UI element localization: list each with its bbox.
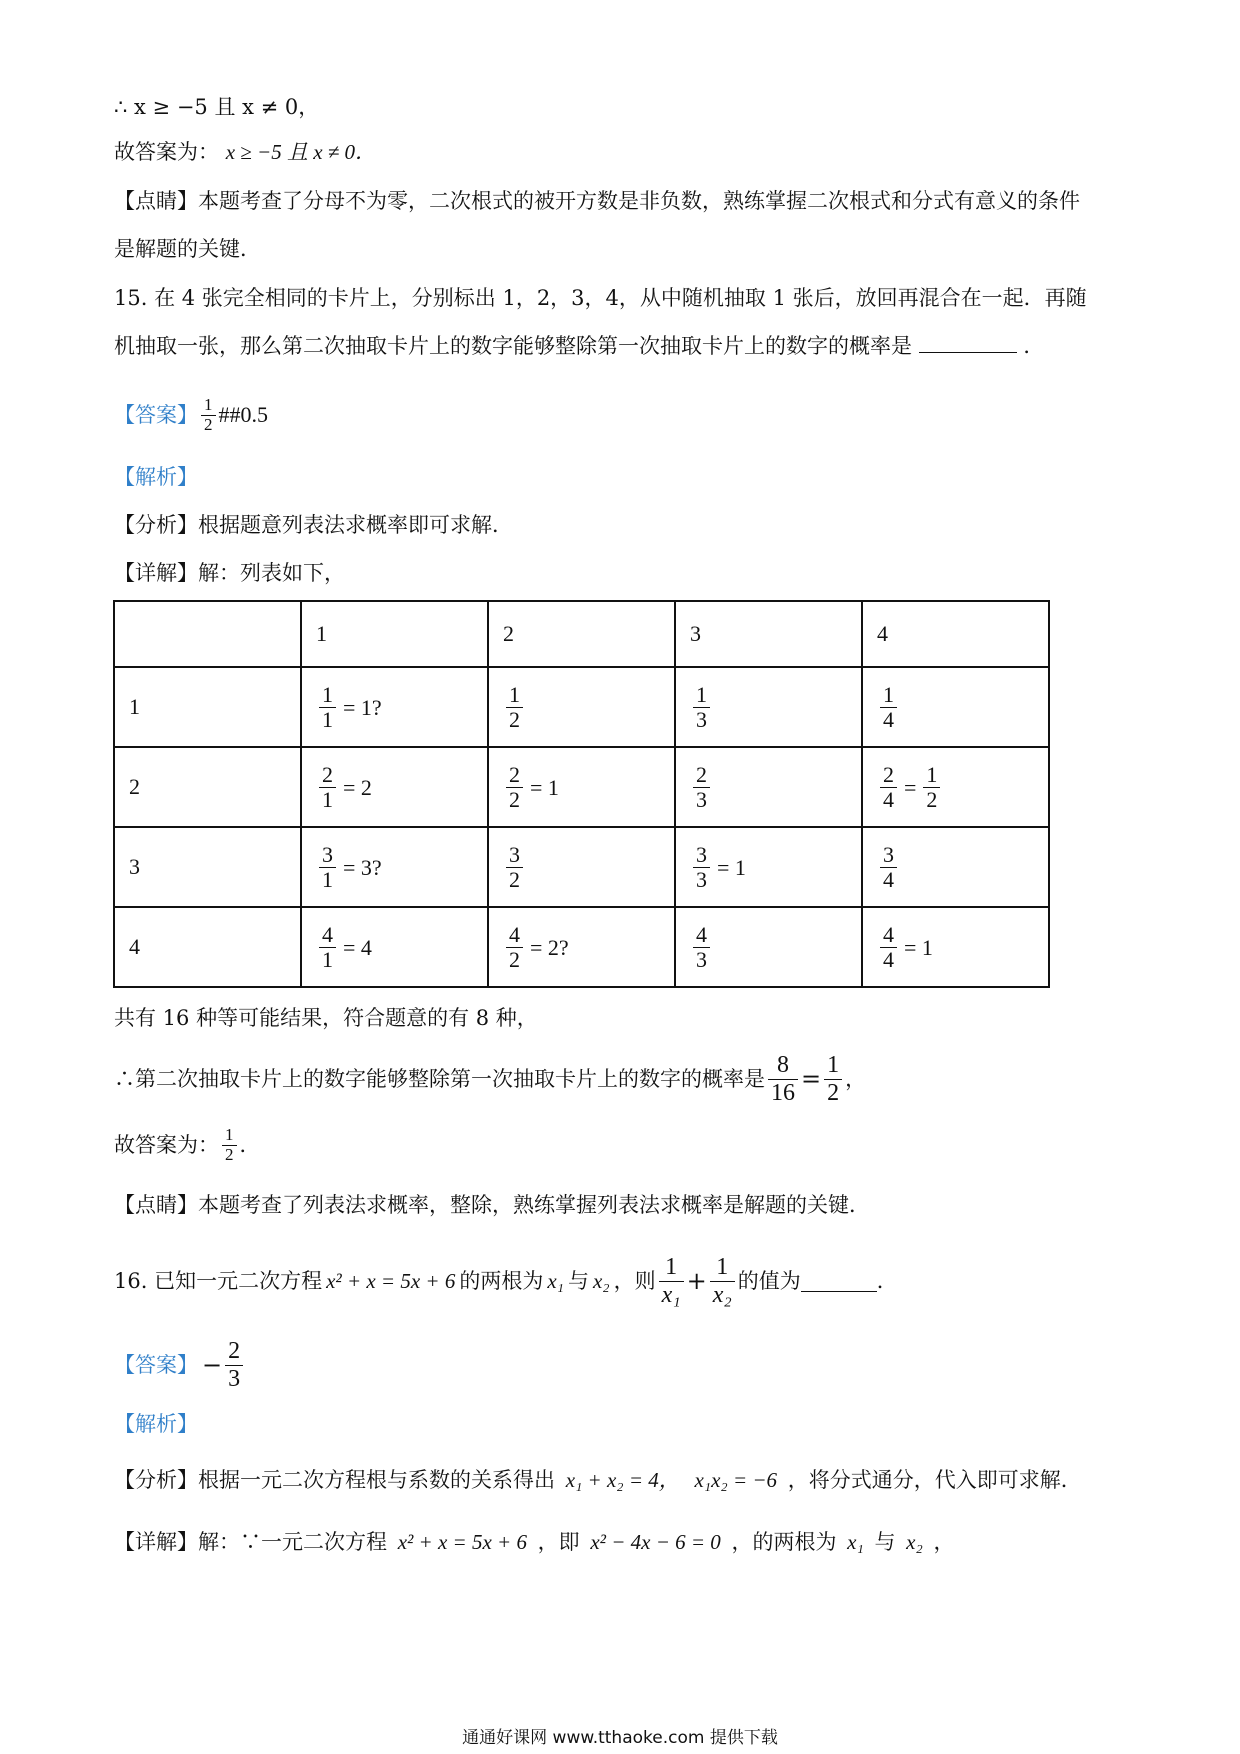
cell-result: = 2?: [530, 934, 569, 960]
question-16: [114, 1248, 898, 1314]
analysis-tag: 【解析】: [114, 465, 198, 489]
conclusion-line: ∴ x ≥ −5 且 x ≠ 0，: [114, 95, 320, 119]
table-cell: [862, 907, 1049, 987]
header-cell: 4: [862, 601, 1049, 667]
table-cell: [301, 747, 488, 827]
table-cell: [862, 747, 1049, 827]
header-cell: [114, 601, 301, 667]
detail-15: 【详解】解：列表如下，: [114, 561, 345, 585]
product-of-roots: x₁x₂ = −6: [694, 1468, 778, 1492]
cell-fraction: [506, 763, 523, 812]
cell-result: = 1: [530, 774, 559, 800]
sum-of-roots: x₁ + x₂ = 4，: [565, 1468, 680, 1492]
fraction-denominator: 2: [204, 414, 213, 434]
answer-fraction: [222, 1126, 237, 1164]
table-cell: [862, 827, 1049, 907]
fraction-numerator: 1: [693, 683, 710, 708]
analysis-16: [114, 1465, 1082, 1495]
cell-fraction: [506, 923, 523, 972]
cell-content: [503, 683, 526, 732]
question-16-text: ，则: [613, 1269, 656, 1293]
fraction-numerator: 3: [693, 843, 710, 868]
standard-form-equation: x² − 4x − 6 = 0: [590, 1530, 721, 1554]
fraction-numerator: 2: [225, 1338, 243, 1365]
cell-fraction: [693, 923, 710, 972]
conjunction: 与: [874, 1530, 896, 1554]
analysis-text: ，将分式通分，代入即可求解．: [787, 1468, 1082, 1492]
cell-fraction: [506, 843, 523, 892]
plus-sign: +: [686, 1267, 707, 1295]
fraction-denominator: 3: [696, 867, 707, 892]
answer-fraction: [225, 1338, 243, 1392]
fraction-numerator: 3: [506, 843, 523, 868]
summary-line-1: 【点睛】本题考查了分母不为零，二次根式的被开方数是非负数，熟练掌握二次根式和分式有意义的条件: [114, 189, 1080, 213]
fraction-denominator: x₂: [712, 1281, 732, 1308]
fraction-denominator: 16: [771, 1079, 795, 1106]
analysis-text: 【分析】根据一元二次方程根与系数的关系得出: [114, 1468, 555, 1492]
fraction-denominator: 4: [883, 787, 894, 812]
punctuation: ．: [876, 1269, 898, 1293]
fraction-numerator: 2: [880, 763, 897, 788]
punctuation: ．: [239, 1133, 261, 1157]
fraction-denominator: 3: [696, 947, 707, 972]
cell-fraction: [319, 923, 336, 972]
question-16-text: 16. 已知一元二次方程: [114, 1269, 323, 1293]
cell-result: = 4: [343, 934, 372, 960]
fraction-denominator: 1: [322, 707, 333, 732]
cell-fraction: [693, 763, 710, 812]
fraction-numerator: 1: [201, 396, 216, 416]
table-row: [114, 667, 1049, 747]
question-16-text: 的值为: [737, 1269, 801, 1293]
answer-line: [114, 137, 376, 167]
cell-content: [877, 843, 900, 892]
fraction-numerator: 4: [880, 923, 897, 948]
root-x1: x₁: [547, 1269, 564, 1293]
table-cell: [862, 667, 1049, 747]
equation: x² + x = 5x + 6: [397, 1530, 527, 1554]
cell-content: [690, 683, 713, 732]
cell-fraction: [693, 843, 710, 892]
analysis-15: 【分析】根据题意列表法求概率即可求解．: [114, 513, 513, 537]
row-label-cell: 4: [114, 907, 301, 987]
reciprocal-fraction-1: [659, 1254, 684, 1308]
fraction-numerator: 1: [319, 683, 336, 708]
fraction-denominator: 2: [509, 707, 520, 732]
fraction-numerator: 2: [319, 763, 336, 788]
fraction-numerator: 1: [659, 1254, 684, 1281]
root-x2: x₂: [592, 1269, 610, 1293]
table-cell: [675, 827, 862, 907]
equation: x² + x = 5x + 6: [326, 1269, 456, 1293]
page-footer: 通通好课网 www.tthaoke.com 提供下载: [462, 1728, 778, 1748]
fraction-numerator: 3: [319, 843, 336, 868]
probability-line: [114, 1048, 866, 1110]
header-cell: 1: [301, 601, 488, 667]
minus-sign: −: [202, 1351, 223, 1379]
cell-content: [690, 923, 713, 972]
table-row: [114, 907, 1049, 987]
fraction-numerator: 2: [693, 763, 710, 788]
question-15-line-2: [114, 331, 1044, 361]
answer-15: [114, 392, 268, 438]
root-x1: x₁: [847, 1530, 864, 1554]
question-16-text: 的两根为: [459, 1269, 544, 1293]
answer-fraction: [201, 396, 216, 434]
cell-result: = 1: [717, 854, 746, 880]
cell-fraction: [319, 683, 336, 732]
table-cell: [488, 827, 675, 907]
row-label-cell: 1: [114, 667, 301, 747]
fraction-denominator: 4: [883, 867, 894, 892]
table-cell: [301, 907, 488, 987]
row-label-cell: 2: [114, 747, 301, 827]
equals-sign: =: [801, 1065, 822, 1093]
answer-blank: [919, 332, 1017, 353]
fraction-denominator: 3: [696, 787, 707, 812]
answer-16: [114, 1334, 246, 1396]
detail-text: ，即: [537, 1530, 580, 1554]
row-label-cell: 3: [114, 827, 301, 907]
header-cell: 3: [675, 601, 862, 667]
probability-text: ∴第二次抽取卡片上的数字能够整除第一次抽取卡片上的数字的概率是: [114, 1067, 765, 1091]
fraction-numerator: 1: [710, 1254, 735, 1281]
answer-15-final: [114, 1120, 261, 1170]
punctuation: ，: [933, 1530, 955, 1554]
detail-text: ，的两根为: [731, 1530, 837, 1554]
answer-prefix: 故答案为：: [114, 1133, 219, 1157]
fraction-denominator: 2: [926, 787, 938, 812]
fraction-denominator: 1: [322, 867, 333, 892]
table-row: [114, 827, 1049, 907]
answer-blank: [801, 1271, 877, 1292]
fraction-numerator: 3: [880, 843, 897, 868]
cell-content: [503, 923, 569, 972]
fraction-denominator: 4: [883, 707, 894, 732]
cell-content: [316, 843, 382, 892]
table-cell: [488, 907, 675, 987]
fraction-numerator: 1: [506, 683, 523, 708]
table-cell: [675, 747, 862, 827]
cell-content: [877, 683, 900, 732]
analysis-tag: 【解析】: [114, 1412, 198, 1436]
answer-tag: 【答案】: [114, 1353, 198, 1377]
probability-table: [113, 600, 1050, 988]
fraction-denominator: 1: [322, 787, 333, 812]
fraction-denominator: 2: [509, 947, 520, 972]
reciprocal-fraction-2: [710, 1254, 735, 1308]
fraction-denominator: 4: [883, 947, 894, 972]
cell-content: [316, 923, 372, 972]
cell-result: = 1: [904, 934, 933, 960]
fraction-denominator: 1: [322, 947, 333, 972]
cell-result: = 2: [343, 774, 372, 800]
answer-tag: 【答案】: [114, 403, 198, 427]
cell-content: [316, 763, 372, 812]
cell-fraction: [506, 683, 523, 732]
cell-content: [503, 843, 526, 892]
cell-fraction: [880, 843, 897, 892]
cell-result: = 1?: [343, 694, 382, 720]
question-15-end: ．: [1023, 334, 1045, 358]
fraction-denominator: 2: [509, 787, 520, 812]
cell-fraction: [319, 843, 336, 892]
simplified-fraction: [824, 1052, 842, 1106]
table-cell: [488, 747, 675, 827]
answer-expression: x ≥ −5 且 x ≠ 0．: [225, 140, 377, 164]
summary-15: 【点睛】本题考查了列表法求概率，整除，熟练掌握列表法求概率是解题的关键．: [114, 1193, 870, 1217]
cell-fraction: [880, 923, 897, 972]
fraction-denominator: 3: [228, 1365, 241, 1392]
fraction-denominator: 2: [827, 1079, 840, 1106]
detail-text: 【详解】解：∵一元二次方程: [114, 1530, 387, 1554]
fraction-numerator: 1: [923, 763, 940, 788]
cell-fraction: [880, 763, 897, 812]
fraction-denominator: x₁: [661, 1281, 681, 1308]
fraction-numerator: 1: [880, 683, 897, 708]
cell-content: [503, 763, 559, 812]
cell-fraction: [880, 683, 897, 732]
summary-line-2: 是解题的关键．: [114, 237, 261, 261]
fraction-numerator: 8: [768, 1052, 798, 1079]
answer-alt: ##0.5: [218, 402, 268, 427]
cell-content: [316, 683, 382, 732]
fraction-numerator: 4: [319, 923, 336, 948]
fraction-numerator: 1: [824, 1052, 842, 1079]
fraction-numerator: 4: [693, 923, 710, 948]
cell-fraction: [319, 763, 336, 812]
fraction-numerator: 1: [222, 1126, 237, 1146]
root-x2: x₂: [906, 1530, 923, 1554]
table-header-row: [114, 601, 1049, 667]
table-cell: [675, 907, 862, 987]
answer-prefix: 故答案为：: [114, 140, 219, 164]
fraction-numerator: 4: [506, 923, 523, 948]
cell-fraction: [923, 763, 940, 812]
fraction-numerator: 2: [506, 763, 523, 788]
fraction-denominator: 2: [225, 1144, 234, 1164]
cell-content: [877, 923, 933, 972]
table-cell: [675, 667, 862, 747]
detail-16: [114, 1527, 954, 1557]
cell-result: = 3?: [343, 854, 382, 880]
fraction-denominator: 3: [696, 707, 707, 732]
punctuation: ，: [845, 1067, 867, 1091]
table-cell: [301, 667, 488, 747]
cell-content: [690, 763, 713, 812]
table-cell: [301, 827, 488, 907]
result-count-line: 共有 16 种等可能结果，符合题意的有 8 种，: [114, 1006, 538, 1030]
probability-fraction: [768, 1052, 798, 1106]
question-15-line-1: 15. 在 4 张完全相同的卡片上，分别标出 1，2，3，4，从中随机抽取 1 张后，放回再混合在一起．再随: [114, 286, 1087, 310]
header-cell: 2: [488, 601, 675, 667]
cell-result: =: [904, 774, 917, 800]
question-15-text: 机抽取一张，那么第二次抽取卡片上的数字能够整除第一次抽取卡片上的数字的概率是: [114, 334, 912, 358]
cell-content: [877, 763, 943, 812]
fraction-denominator: 2: [509, 867, 520, 892]
cell-content: [690, 843, 746, 892]
table-cell: [488, 667, 675, 747]
cell-fraction: [693, 683, 710, 732]
conjunction: 与: [567, 1269, 589, 1293]
table-row: [114, 747, 1049, 827]
